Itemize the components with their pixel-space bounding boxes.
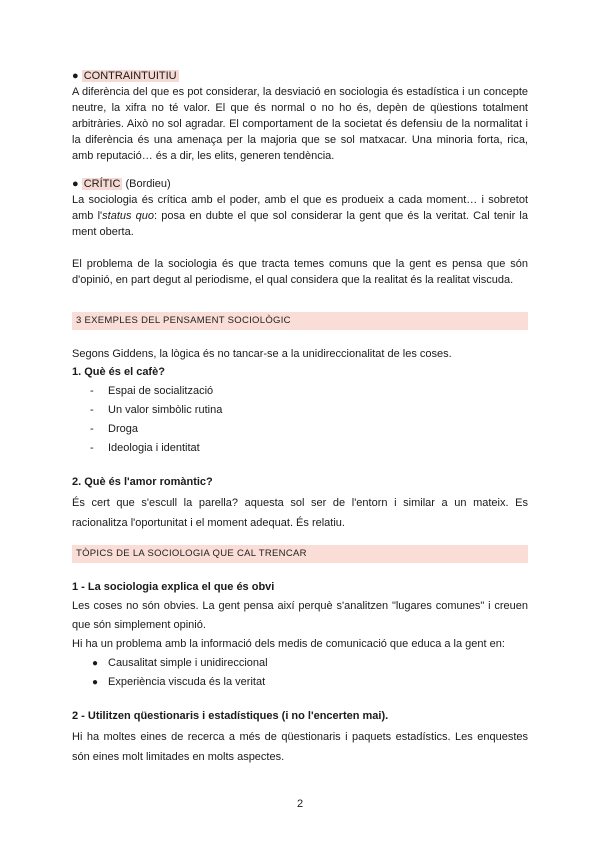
dash-icon: - bbox=[90, 442, 94, 454]
paragraph-contraintuitiu: A diferència del que es pot considerar, la desviació en sociologia és estadística i un concepte neutre, la xifra no té valor. El que és normal o no ho és, depèn de qüestions totalment arbitràries. Això no sol agradar. El comportament de la societat és defensiu de la normalitat i la diferència és una amenaça per la majoria que se sol matxacar. Una minoria forta, rica, amb reputació… és a dir, les elits, generen tendència. bbox=[72, 86, 528, 162]
list-item: ● Causalitat simple i unidireccional bbox=[72, 654, 528, 673]
paragraph-obvi: Les coses no són obvies. La gent pensa així perquè s'analitzen "lugares comunes" i creuen que són simplement opinió. bbox=[72, 600, 528, 631]
text-segment: La sociologia és crítica amb el poder, amb el que es produeix a cada moment… i sobretot amb l' bbox=[72, 194, 528, 222]
bullet-icon: ● bbox=[92, 677, 99, 688]
page-number: 2 bbox=[296, 798, 304, 810]
document-page bbox=[72, 68, 528, 767]
list-item: - Ideologia i identitat bbox=[72, 439, 528, 458]
bullet-icon: ● bbox=[92, 658, 99, 669]
bullet-icon: ● bbox=[72, 178, 79, 190]
list-cafe bbox=[72, 382, 528, 458]
paragraph-critic bbox=[72, 192, 528, 240]
dash-icon: - bbox=[90, 385, 94, 397]
highlighted-term: CONTRAINTUITIU bbox=[83, 70, 177, 82]
paragraph-eines: Hi ha moltes eines de recerca a més de qüestionaris i paquets estadístics. Les enquestes són eines molt limitades en molts aspectes. bbox=[72, 731, 528, 763]
title-suffix: (Bordieu) bbox=[122, 178, 171, 190]
section-heading-band: 3 EXEMPLES DEL PENSAMENT SOCIOLÒGIC bbox=[72, 312, 528, 330]
highlighted-term: CRÍTIC bbox=[83, 178, 121, 190]
list-item: - Espai de socialització bbox=[72, 382, 528, 401]
paragraph-amor: És cert que s'escull la parella? aquesta sol ser de l'entorn i similar a un mateix. Es racionalitza l'oportunitat i el moment adequat. És relatiu. bbox=[72, 497, 528, 529]
intro-giddens: Segons Giddens, la lògica és no tancar-se a la unidireccionalitat de les coses. bbox=[72, 348, 452, 360]
list-item: - Droga bbox=[72, 420, 528, 439]
emphasis-text: status quo bbox=[102, 210, 155, 222]
dash-icon: - bbox=[90, 404, 94, 416]
section-title-contraintuitiu bbox=[72, 68, 528, 84]
list-item: - Un valor simbòlic rutina bbox=[72, 401, 528, 420]
paragraph-medis: Hi ha un problema amb la informació dels medis de comunicació que educa a la gent en: bbox=[72, 638, 505, 650]
section-heading-band: TÒPICS DE LA SOCIOLOGIA QUE CAL TRENCAR bbox=[72, 545, 528, 563]
bullet-icon: ● bbox=[72, 70, 79, 82]
question-amor: 2. Què és l'amor romàntic? bbox=[72, 476, 213, 488]
topic-title: 1 - La sociologia explica el que és obvi bbox=[72, 581, 275, 593]
dash-icon: - bbox=[90, 423, 94, 435]
section-title-critic bbox=[72, 176, 528, 192]
list-medis bbox=[72, 654, 528, 692]
question-cafe: 1. Què és el cafè? bbox=[72, 366, 165, 378]
paragraph-problema: El problema de la sociologia és que tracta temes comuns que la gent es pensa que són d'opinió, en part degut al periodisme, el qual considera que la realitat és la realitat viscuda. bbox=[72, 258, 528, 286]
text-segment: : posa en dubte el que sol considerar la gent que és la veritat. Cal tenir la ment oberta. bbox=[72, 210, 528, 238]
list-item: ● Experiència viscuda és la veritat bbox=[72, 673, 528, 692]
topic-title: 2 - Utilitzen qüestionaris i estadístiques (i no l'encerten mai). bbox=[72, 710, 389, 722]
